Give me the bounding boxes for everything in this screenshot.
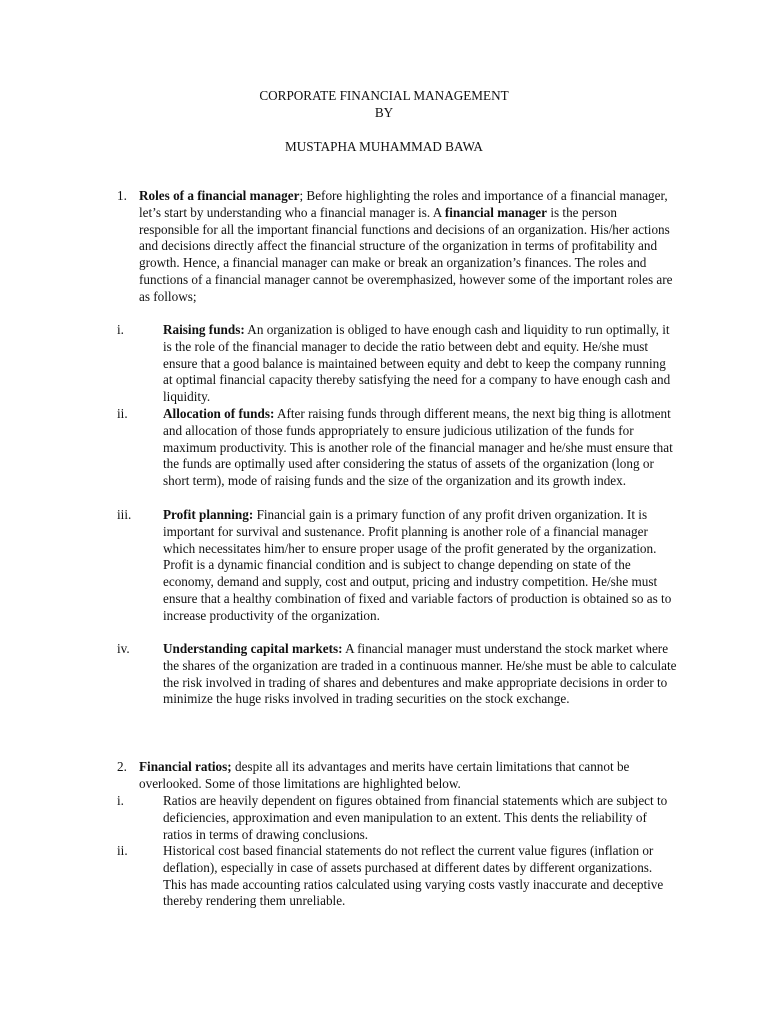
list-marker: ii.: [117, 843, 128, 858]
list-marker: ii.: [117, 406, 128, 421]
list-item-capital-markets: [163, 641, 678, 708]
list-item-label: Allocation of funds:: [163, 406, 275, 421]
section-2-number: 2.: [117, 759, 127, 774]
list-item-text: An organization is obliged to have enough cash and liquidity to run optimally, it is the role of the financial manager to decide the ratio between debt and equity. He/she must ensure that a good balance is maintained between equity and debt to keep the company running at optimal financial capacity thereby satisfying the need for a company to have enough cash and liquidity.: [163, 322, 671, 405]
list-item-allocation-of-funds: [163, 406, 678, 490]
document-title: CORPORATE FINANCIAL MANAGEMENT: [259, 88, 509, 103]
list-item-historical-cost: Historical cost based financial statements do not reflect the current value figures (inflation or deflation), especially in case of assets purchased at different dates by different organizations. This has made accounting ratios calculated using varying costs vastly inaccurate and deceptive thereby rendering them unreliable.: [163, 843, 664, 909]
section-2-intro: [139, 759, 679, 793]
section-1-intro-text-b: is the person responsible for all the important financial functions and decisions of an organization. His/her actions and decisions directly affect the financial structure of the organization in terms of profitability and growth. Hence, a financial manager can make or break an organization’s finances. The roles and functions of a financial manager cannot be overemphasized, however some of the important roles are as follows;: [139, 204, 673, 304]
section-1-intro-bold: financial manager: [444, 204, 548, 220]
list-item-text: A financial manager must understand the stock market where the shares of the organization are traded in a continuous manner. He/she must be able to calculate the risk involved in trading of shares and debentures and make appropriate decisions in order to minimize the huge risks involved in trading securities on the stock exchange.: [163, 641, 677, 707]
list-item-label: Raising funds:: [163, 322, 245, 337]
section-1-number: 1.: [117, 188, 127, 203]
section-2-heading: Financial ratios;: [139, 759, 232, 774]
section-2-intro-text: despite all its advantages and merits have certain limitations that cannot be overlooked. Some of those limitations are highlighted below.: [139, 759, 630, 791]
list-marker: iv.: [117, 641, 130, 656]
section-1-intro: [139, 188, 679, 306]
list-item-text: Financial gain is a primary function of any profit driven organization. It is important for survival and sustenance. Profit planning is another role of a financial manager which necessitates him/her to ensure proper usage of the profit generated by the organization. Profit is a dynamic financial condition and is subject to change depending on state of the economy, demand and supply, cost and output, pricing and industry competition. He/she must ensure that a healthy combination of fixed and variable factors of production is obtained so as to increase productivity of the organization.: [163, 507, 672, 623]
list-item-label: Profit planning:: [163, 507, 254, 522]
list-item-raising-funds: [163, 322, 678, 406]
list-marker: i.: [117, 793, 124, 808]
section-1-heading: Roles of a financial manager: [139, 188, 300, 203]
list-item-ratios-dependence: Ratios are heavily dependent on figures obtained from financial statements which are subject to deficiencies, approximation and even manipulation to an extent. This dents the reliability of ratios in terms of drawing conclusions.: [163, 793, 668, 842]
list-item-text: After raising funds through different means, the next big thing is allotment and allocation of those funds appropriately to ensure judicious utilization of the funds for maximum productivity. This is another role of the financial manager and he/she must ensure that the funds are optimally used after considering the status of assets of the organization (long or short term), mode of raising funds and the size of the organization and its growth index.: [163, 406, 673, 489]
list-marker: iii.: [117, 507, 132, 522]
document-author: MUSTAPHA MUHAMMAD BAWA: [285, 139, 483, 154]
section-1-intro-text-a: ; Before highlighting the roles and importance of a financial manager, let’s start by understanding who a financial manager is. A: [139, 188, 668, 220]
list-item-profit-planning: [163, 507, 678, 625]
document-by: BY: [374, 105, 394, 120]
list-marker: i.: [117, 322, 124, 337]
list-item-label: Understanding capital markets:: [163, 641, 343, 656]
